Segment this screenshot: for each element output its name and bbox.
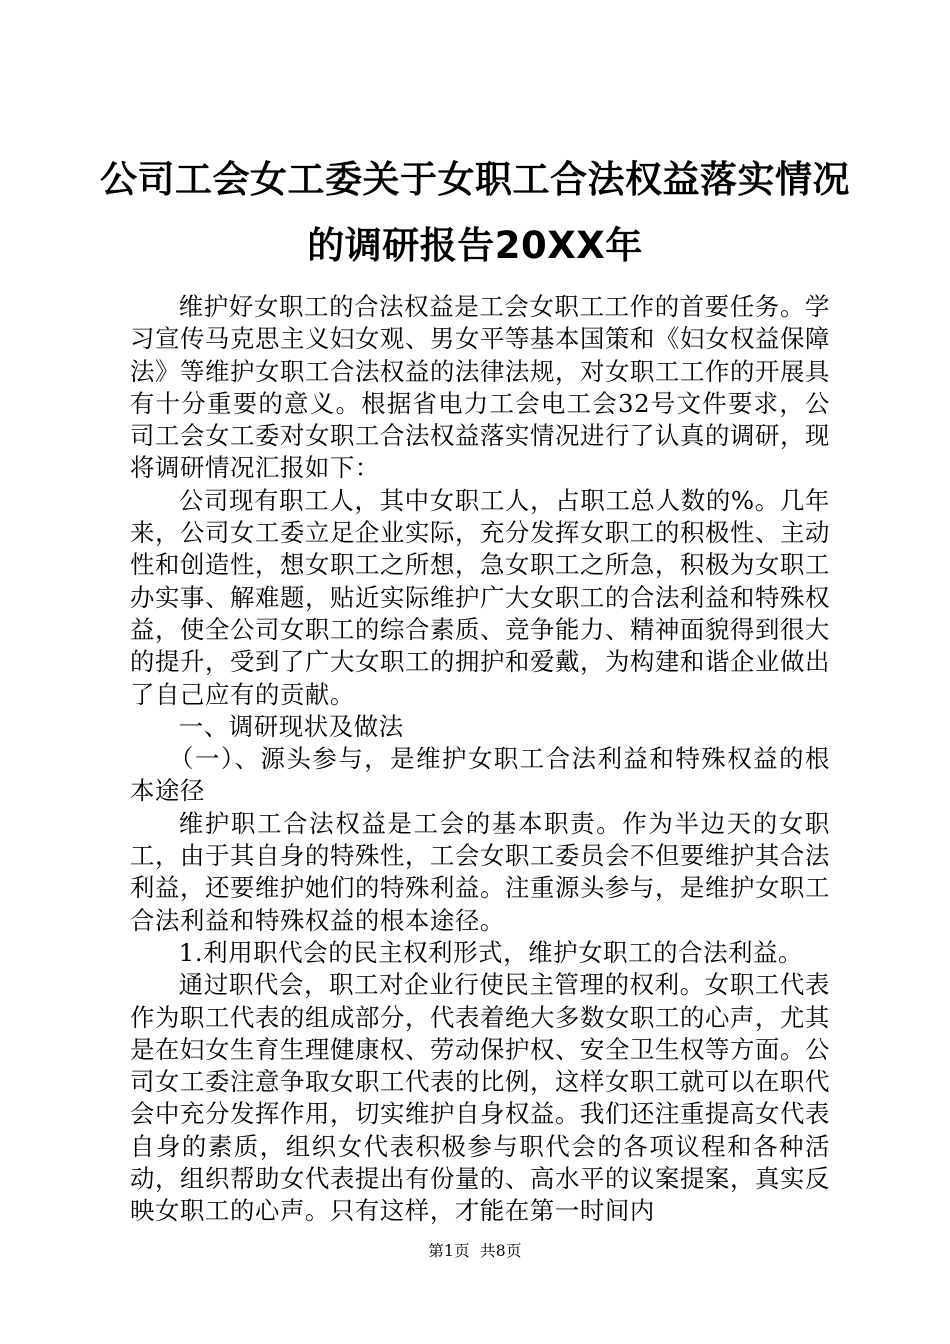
page-number: 第1页	[428, 1242, 470, 1260]
paragraph-congress: 通过职代会，职工对企业行使民主管理的权利。女职工代表作为职工代表的组成部分，代表着绝大多数女职工的心声，尤其是在妇女生育生理健康权、劳动保护权、安全卫生权等方面。公司女工委注意争取女职工代表的比例，这样女职工就可以在职代会中充分发挥作用，切实维护自身权益。我们还注重提高女代表自身的素质，组织女代表积极参与职代会的各项议程和各种活动，组织帮助女代表提出有份量的、高水平的议案提案，真实反映女职工的心声。只有这样，才能在第一时间内	[130, 970, 830, 1226]
paragraph-overview: 公司现有职工人，其中女职工人，占职工总人数的%。几年来，公司女工委立足企业实际，充分发挥女职工的积极性、主动性和创造性，想女职工之所想，急女职工之所急，积极为女职工办实事、解难题，贴近实际维护广大女职工的合法利益和特殊权益，使全公司女职工的综合素质、竞争能力、精神面貌得到很大的提升，受到了广大女职工的拥护和爱戴，为构建和谐企业做出了自己应有的贡献。	[130, 485, 830, 709]
document-title-line-1: 公司工会女工委关于女职工合法权益落实情况	[100, 158, 850, 201]
paragraph-intro: 维护好女职工的合法权益是工会女职工工作的首要任务。学习宣传马克思主义妇女观、男女平等基本国策和《妇女权益保障法》等维护女职工合法权益的法律法规，对女职工工作的开展具有十分重要的意义。根据省电力工会电工会32号文件要求，公司工会女工委对女职工合法权益落实情况进行了认真的调研，现将调研情况汇报如下：	[130, 292, 830, 483]
document-title-line-2: 的调研报告20XX年	[307, 224, 643, 267]
subsection-heading: （一）、源头参与，是维护女职工合法利益和特殊权益的根本途径	[130, 744, 830, 806]
list-item-heading: 1.利用职代会的民主权利形式，维护女职工的合法利益。	[178, 937, 804, 967]
paragraph-rights: 维护职工合法权益是工会的基本职责。作为半边天的女职工，由于其自身的特殊性，工会女职工委员会不但要维护其合法利益，还要维护她们的特殊利益。注重源头参与，是维护女职工合法利益和特殊权益的根本途径。	[130, 808, 830, 935]
page-total: 共8页	[480, 1242, 522, 1260]
section-heading: 一、调研现状及做法	[178, 711, 404, 741]
document-body	[130, 291, 830, 1228]
page-footer	[0, 1240, 950, 1262]
